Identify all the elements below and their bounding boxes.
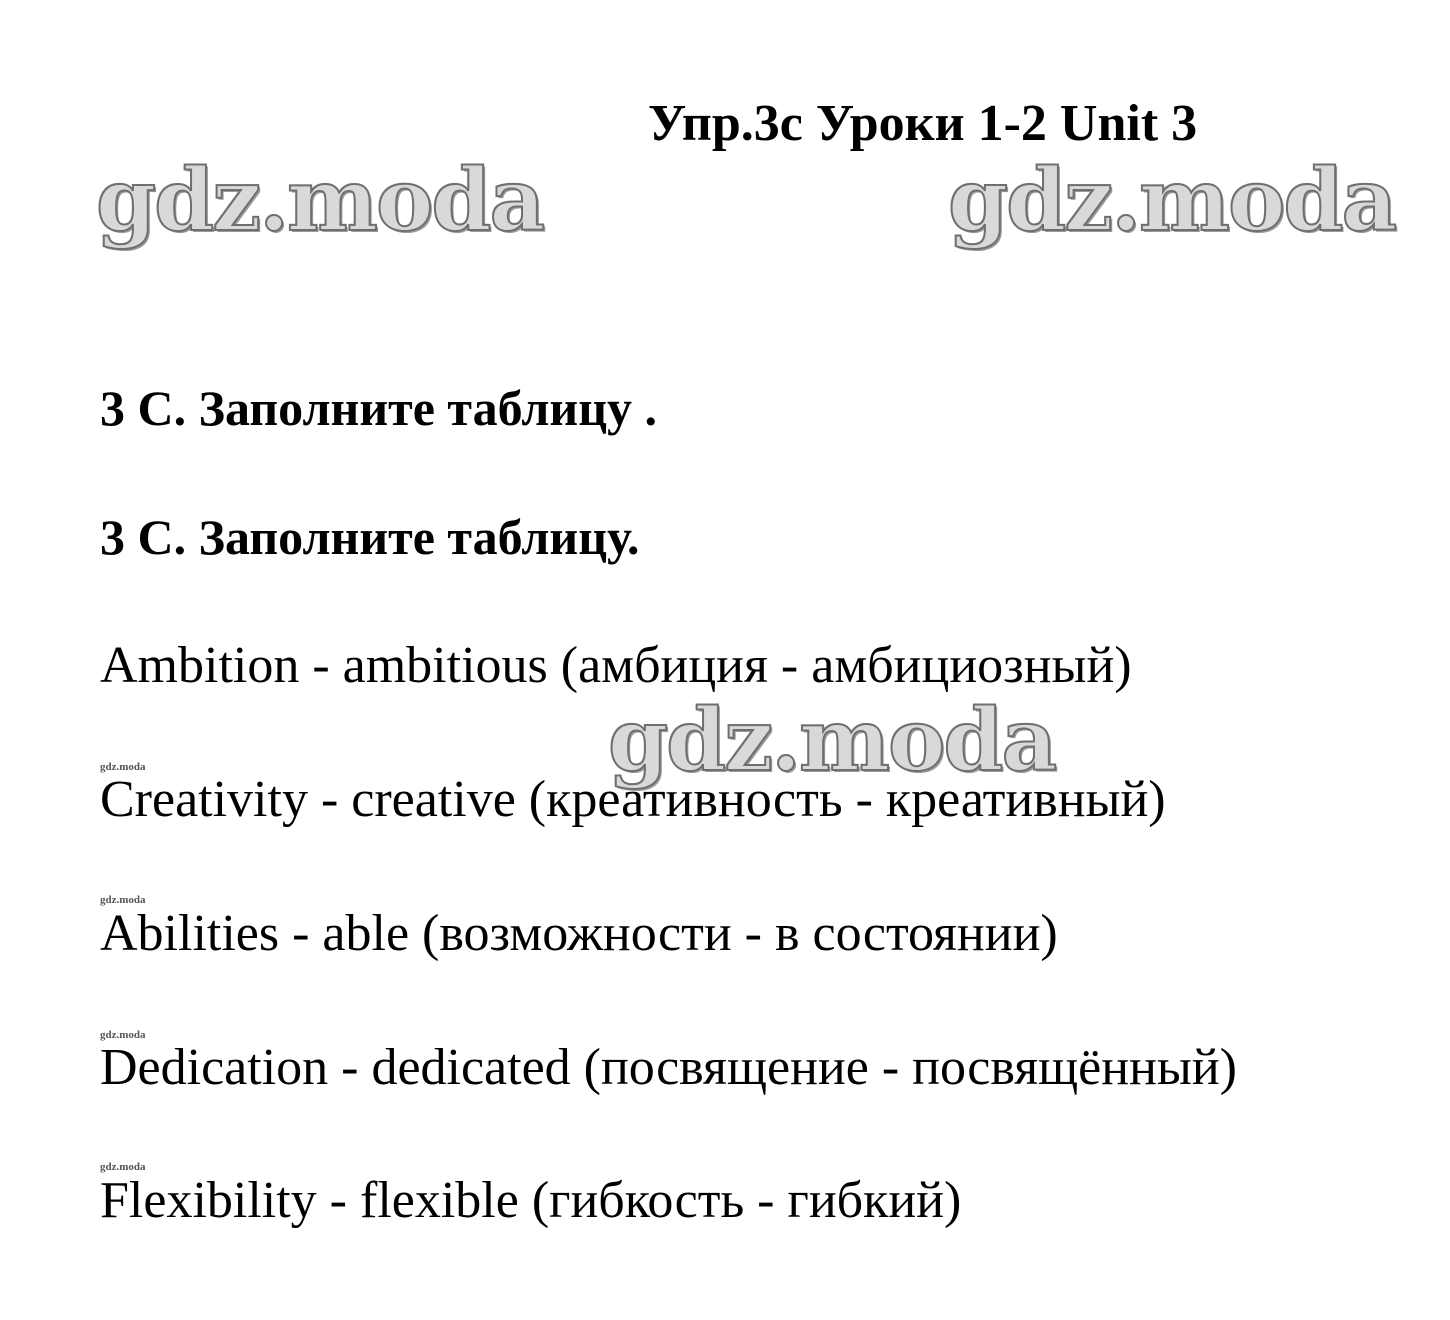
- small-watermark: gdz.moda: [100, 1029, 146, 1041]
- task-heading-first: 3 С. Заполните таблицу .: [100, 380, 658, 436]
- answer-line-ambition: Ambition - ambitious (амбиция - амбициозный): [100, 637, 1132, 694]
- small-watermark: gdz.moda: [100, 1161, 146, 1173]
- small-watermark: gdz.moda: [100, 761, 146, 773]
- page-title: Упр.3с Уроки 1-2 Unit 3: [648, 95, 1198, 152]
- answer-line-abilities: Abilities - able (возможности - в состоянии): [100, 905, 1058, 962]
- answer-line-dedication: Dedication - dedicated (посвящение - посвящённый): [100, 1039, 1237, 1096]
- watermark-logo-right: gdz.moda: [948, 150, 1396, 251]
- task-heading-second: 3 С. Заполните таблицу.: [100, 509, 640, 565]
- small-watermark: gdz.moda: [100, 894, 146, 906]
- answer-line-flexibility: Flexibility - flexible (гибкость - гибкий): [100, 1172, 962, 1229]
- watermark-logo-center: gdz.moda: [608, 690, 1056, 791]
- watermark-logo-left: gdz.moda: [96, 150, 544, 251]
- answer-line-creativity: Creativity - creative (креативность - креативный): [100, 771, 1166, 828]
